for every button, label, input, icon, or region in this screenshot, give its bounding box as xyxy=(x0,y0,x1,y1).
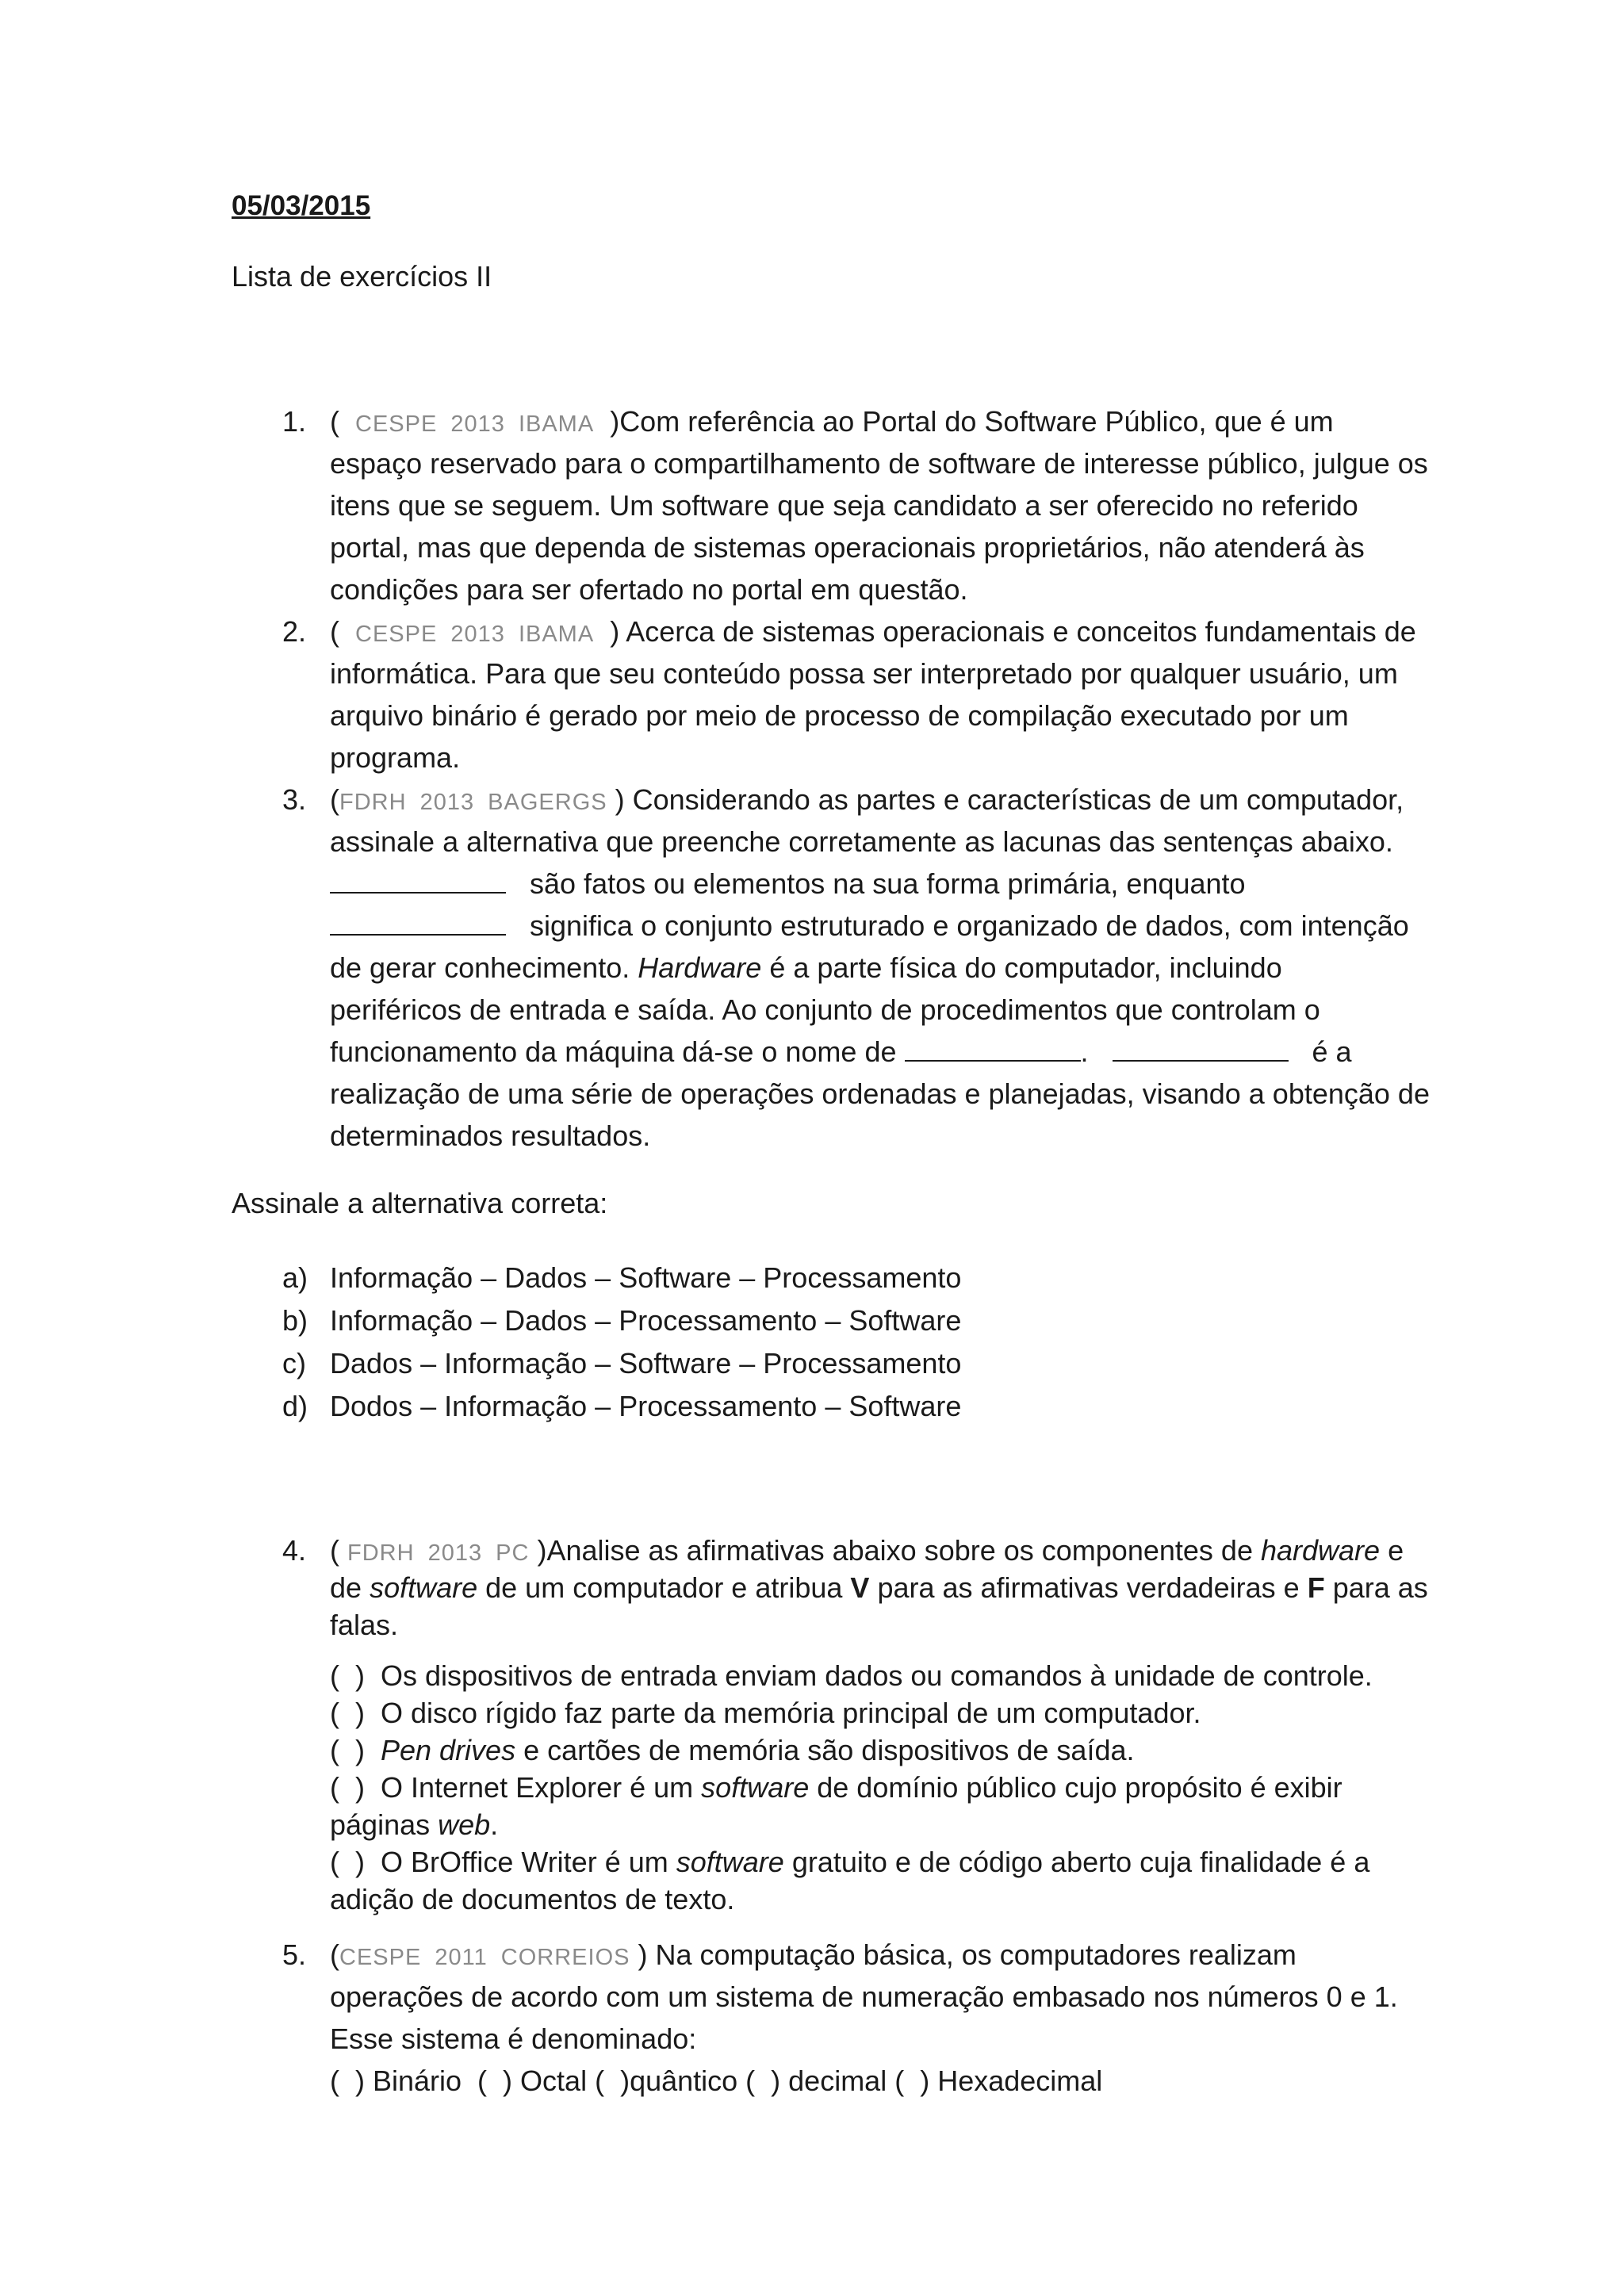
instruction-text: Assinale a alternativa correta: xyxy=(232,1187,608,1219)
document-date: 05/03/2015 xyxy=(232,190,371,221)
question-body: (FDRH 2013 BAGERGS ) Considerando as partes e características de um computador, assinale a alternativa que preenche corretamente as lacunas das sentenças abaixo. são fatos ou elementos na sua forma primária, enquanto significa o conjunto estruturado e organizado de dados, com intenção de gerar conhecimento. Hardware é a parte física do computador, incluindo periféricos de entrada e saída. Ao conjunto de procedimentos que controlam o funcionamento da máquina dá-se o nome de . é a realização de uma série de operações ordenadas e planejadas, visando a obtenção de determinados resultados. xyxy=(330,783,1430,1152)
question-source: CESPE 2011 CORREIOS xyxy=(339,1945,630,1970)
question-body: ( FDRH 2013 PC )Analise as afirmativas abaixo sobre os componentes de hardware e de software de um computador e atribua V para as afirmativas verdadeiras e F para as falas. xyxy=(330,1534,1428,1641)
question-number: 5. xyxy=(282,1938,307,1971)
question-number: 1. xyxy=(282,405,307,438)
tf-item: ( ) Pen drives e cartões de memória são dispositivos de saída. xyxy=(330,1734,1135,1766)
answer-blank xyxy=(905,1033,1081,1062)
answer-blank xyxy=(330,907,506,936)
question-body: ( CESPE 2013 IBAMA )Com referência ao Portal do Software Público, que é um espaço reservado para o compartilhamento de software de interesse público, julgue os itens que se seguem. Um software que seja candidato a ser oferecido no referido portal, mas que dependa de sistemas operacionais proprietários, não atenderá às condições para ser ofertado no portal em questão. xyxy=(330,405,1428,606)
question-number: 2. xyxy=(282,615,307,648)
option-c: c) Dados – Informação – Software – Processamento xyxy=(282,1347,962,1380)
true-false-items xyxy=(330,1657,1408,1918)
document-title: Lista de exercícios II xyxy=(232,260,492,293)
question-source: CESPE 2013 IBAMA xyxy=(355,622,595,647)
answer-blank xyxy=(330,865,506,894)
tf-item: ( ) O Internet Explorer é um software de domínio público cujo propósito é exibir páginas web. xyxy=(330,1771,1342,1841)
option-a: a) Informação – Dados – Software – Processamento xyxy=(282,1261,962,1294)
question-source: CESPE 2013 IBAMA xyxy=(355,411,595,437)
option-b: b) Informação – Dados – Processamento – Software xyxy=(282,1304,962,1337)
answer-options xyxy=(282,1257,961,1428)
answer-blank xyxy=(1113,1033,1289,1062)
question-source: FDRH 2013 PC xyxy=(347,1540,530,1566)
tf-item: ( ) Os dispositivos de entrada enviam dados ou comandos à unidade de controle. xyxy=(330,1659,1373,1692)
tf-item: ( ) O disco rígido faz parte da memória principal de um computador. xyxy=(330,1697,1201,1729)
question-body: (CESPE 2011 CORREIOS ) Na computação básica, os computadores realizam operações de acordo com um sistema de numeração embasado nos números 0 e 1. Esse sistema é denominado: ( ) Binário ( ) Octal ( )quântico ( ) decimal ( ) Hexadecimal xyxy=(330,1934,1408,2102)
option-d: d) Dodos – Informação – Processamento – Software xyxy=(282,1390,962,1422)
question-body: ( CESPE 2013 IBAMA ) Acerca de sistemas operacionais e conceitos fundamentais de informática. Para que seu conteúdo possa ser interpretado por qualquer usuário, um arquivo binário é gerado por meio de processo de compilação executado por um programa. xyxy=(330,615,1416,774)
tf-item: ( ) O BrOffice Writer é um software gratuito e de código aberto cuja finalidade é a adição de documentos de texto. xyxy=(330,1846,1370,1915)
answer-choices: ( ) Binário ( ) Octal ( )quântico ( ) decimal ( ) Hexadecimal xyxy=(330,2064,1103,2097)
question-number: 3. xyxy=(282,783,307,816)
question-source: FDRH 2013 BAGERGS xyxy=(339,790,607,815)
question-number: 4. xyxy=(282,1534,307,1567)
